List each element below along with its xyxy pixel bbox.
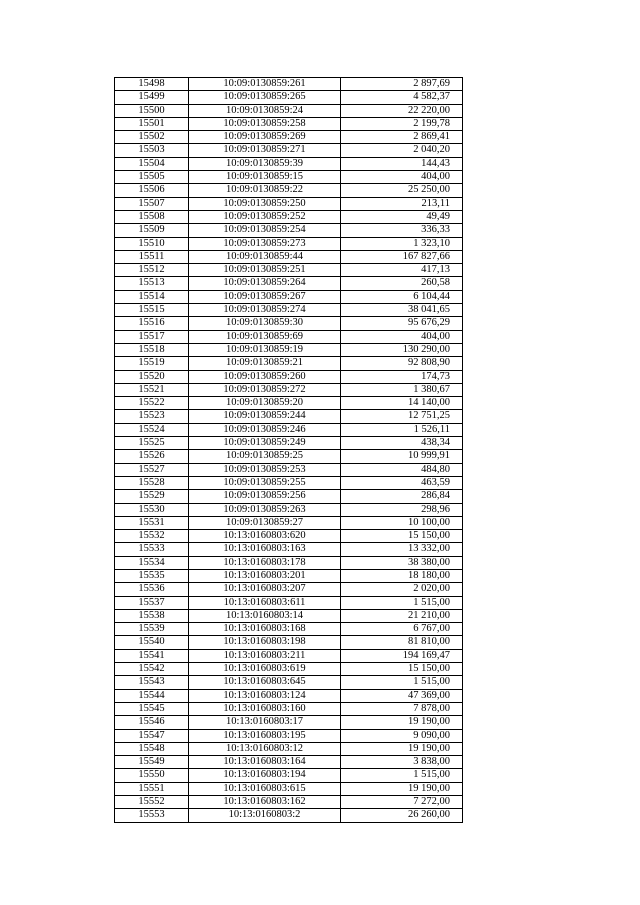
value-cell: 130 290,00 — [341, 343, 463, 356]
table-row — [115, 676, 463, 689]
table-row — [115, 383, 463, 396]
row-number-cell: 15508 — [115, 210, 189, 223]
row-number-cell: 15545 — [115, 702, 189, 715]
table-row — [115, 397, 463, 410]
cadastral-number-cell: 10:09:0130859:251 — [189, 264, 341, 277]
table-row — [115, 623, 463, 636]
cadastral-number-cell: 10:09:0130859:30 — [189, 317, 341, 330]
cadastral-number-cell: 10:09:0130859:261 — [189, 78, 341, 91]
value-cell: 484,80 — [341, 463, 463, 476]
cadastral-number-cell: 10:13:0160803:611 — [189, 596, 341, 609]
table-row — [115, 343, 463, 356]
value-cell: 2 020,00 — [341, 583, 463, 596]
value-cell: 14 140,00 — [341, 397, 463, 410]
value-cell: 12 751,25 — [341, 410, 463, 423]
cadastral-number-cell: 10:09:0130859:15 — [189, 171, 341, 184]
cadastral-number-cell: 10:13:0160803:14 — [189, 609, 341, 622]
value-cell: 2 869,41 — [341, 131, 463, 144]
cadastral-number-cell: 10:09:0130859:253 — [189, 463, 341, 476]
parcel-value-table — [114, 77, 463, 823]
cadastral-number-cell: 10:09:0130859:27 — [189, 516, 341, 529]
table-row — [115, 210, 463, 223]
table-row — [115, 569, 463, 582]
table-row — [115, 702, 463, 715]
value-cell: 144,43 — [341, 157, 463, 170]
cadastral-number-cell: 10:09:0130859:260 — [189, 370, 341, 383]
value-cell: 1 515,00 — [341, 676, 463, 689]
table-row — [115, 410, 463, 423]
row-number-cell: 15498 — [115, 78, 189, 91]
row-number-cell: 15548 — [115, 742, 189, 755]
cadastral-number-cell: 10:09:0130859:244 — [189, 410, 341, 423]
value-cell: 10 100,00 — [341, 516, 463, 529]
row-number-cell: 15505 — [115, 171, 189, 184]
table-row — [115, 609, 463, 622]
row-number-cell: 15515 — [115, 304, 189, 317]
table-row — [115, 264, 463, 277]
cadastral-number-cell: 10:09:0130859:25 — [189, 450, 341, 463]
value-cell: 404,00 — [341, 171, 463, 184]
cadastral-number-cell: 10:13:0160803:12 — [189, 742, 341, 755]
value-cell: 19 190,00 — [341, 782, 463, 795]
row-number-cell: 15536 — [115, 583, 189, 596]
row-number-cell: 15503 — [115, 144, 189, 157]
value-cell: 19 190,00 — [341, 742, 463, 755]
value-cell: 2 040,20 — [341, 144, 463, 157]
table-row — [115, 370, 463, 383]
table-row — [115, 91, 463, 104]
value-cell: 3 838,00 — [341, 756, 463, 769]
cadastral-number-cell: 10:13:0160803:160 — [189, 702, 341, 715]
cadastral-number-cell: 10:13:0160803:2 — [189, 809, 341, 822]
cadastral-number-cell: 10:09:0130859:269 — [189, 131, 341, 144]
row-number-cell: 15533 — [115, 543, 189, 556]
table-row — [115, 556, 463, 569]
value-cell: 95 676,29 — [341, 317, 463, 330]
row-number-cell: 15514 — [115, 290, 189, 303]
cadastral-number-cell: 10:09:0130859:263 — [189, 503, 341, 516]
row-number-cell: 15550 — [115, 769, 189, 782]
value-cell: 25 250,00 — [341, 184, 463, 197]
cadastral-number-cell: 10:13:0160803:211 — [189, 649, 341, 662]
row-number-cell: 15541 — [115, 649, 189, 662]
table-row — [115, 543, 463, 556]
value-cell: 298,96 — [341, 503, 463, 516]
cadastral-number-cell: 10:09:0130859:272 — [189, 383, 341, 396]
value-cell: 6 104,44 — [341, 290, 463, 303]
cadastral-number-cell: 10:09:0130859:271 — [189, 144, 341, 157]
row-number-cell: 15527 — [115, 463, 189, 476]
row-number-cell: 15553 — [115, 809, 189, 822]
value-cell: 4 582,37 — [341, 91, 463, 104]
row-number-cell: 15530 — [115, 503, 189, 516]
cadastral-number-cell: 10:13:0160803:195 — [189, 729, 341, 742]
value-cell: 167 827,66 — [341, 250, 463, 263]
table-row — [115, 237, 463, 250]
value-cell: 463,59 — [341, 476, 463, 489]
cadastral-number-cell: 10:09:0130859:246 — [189, 423, 341, 436]
table-row — [115, 330, 463, 343]
table-row — [115, 809, 463, 822]
cadastral-number-cell: 10:09:0130859:39 — [189, 157, 341, 170]
cadastral-number-cell: 10:09:0130859:258 — [189, 117, 341, 130]
value-cell: 1 526,11 — [341, 423, 463, 436]
cadastral-number-cell: 10:13:0160803:162 — [189, 796, 341, 809]
value-cell: 38 380,00 — [341, 556, 463, 569]
table-row — [115, 78, 463, 91]
value-cell: 26 260,00 — [341, 809, 463, 822]
value-cell: 13 332,00 — [341, 543, 463, 556]
row-number-cell: 15538 — [115, 609, 189, 622]
table-row — [115, 224, 463, 237]
value-cell: 19 190,00 — [341, 716, 463, 729]
row-number-cell: 15518 — [115, 343, 189, 356]
row-number-cell: 15506 — [115, 184, 189, 197]
cadastral-number-cell: 10:09:0130859:24 — [189, 104, 341, 117]
value-cell: 1 380,67 — [341, 383, 463, 396]
row-number-cell: 15513 — [115, 277, 189, 290]
value-cell: 47 369,00 — [341, 689, 463, 702]
value-cell: 10 999,91 — [341, 450, 463, 463]
cadastral-number-cell: 10:09:0130859:20 — [189, 397, 341, 410]
cadastral-number-cell: 10:09:0130859:249 — [189, 437, 341, 450]
row-number-cell: 15516 — [115, 317, 189, 330]
cadastral-number-cell: 10:13:0160803:17 — [189, 716, 341, 729]
value-cell: 81 810,00 — [341, 636, 463, 649]
row-number-cell: 15519 — [115, 357, 189, 370]
row-number-cell: 15532 — [115, 530, 189, 543]
value-cell: 286,84 — [341, 490, 463, 503]
row-number-cell: 15520 — [115, 370, 189, 383]
row-number-cell: 15525 — [115, 437, 189, 450]
cadastral-number-cell: 10:13:0160803:615 — [189, 782, 341, 795]
table-row — [115, 716, 463, 729]
table-row — [115, 689, 463, 702]
table-row — [115, 516, 463, 529]
table-row — [115, 197, 463, 210]
cadastral-number-cell: 10:09:0130859:256 — [189, 490, 341, 503]
cadastral-number-cell: 10:13:0160803:163 — [189, 543, 341, 556]
cadastral-number-cell: 10:09:0130859:69 — [189, 330, 341, 343]
value-cell: 15 150,00 — [341, 663, 463, 676]
row-number-cell: 15537 — [115, 596, 189, 609]
row-number-cell: 15546 — [115, 716, 189, 729]
row-number-cell: 15501 — [115, 117, 189, 130]
value-cell: 49,49 — [341, 210, 463, 223]
table-row — [115, 796, 463, 809]
value-cell: 22 220,00 — [341, 104, 463, 117]
table-body — [115, 78, 463, 823]
cadastral-number-cell: 10:13:0160803:619 — [189, 663, 341, 676]
row-number-cell: 15522 — [115, 397, 189, 410]
table-row — [115, 144, 463, 157]
cadastral-number-cell: 10:09:0130859:44 — [189, 250, 341, 263]
cadastral-number-cell: 10:13:0160803:645 — [189, 676, 341, 689]
row-number-cell: 15507 — [115, 197, 189, 210]
row-number-cell: 15502 — [115, 131, 189, 144]
row-number-cell: 15552 — [115, 796, 189, 809]
value-cell: 174,73 — [341, 370, 463, 383]
table-row — [115, 117, 463, 130]
value-cell: 18 180,00 — [341, 569, 463, 582]
cadastral-number-cell: 10:09:0130859:255 — [189, 476, 341, 489]
table-row — [115, 756, 463, 769]
cadastral-number-cell: 10:09:0130859:254 — [189, 224, 341, 237]
row-number-cell: 15544 — [115, 689, 189, 702]
row-number-cell: 15523 — [115, 410, 189, 423]
value-cell: 336,33 — [341, 224, 463, 237]
cadastral-number-cell: 10:13:0160803:620 — [189, 530, 341, 543]
table-row — [115, 157, 463, 170]
value-cell: 194 169,47 — [341, 649, 463, 662]
table-row — [115, 184, 463, 197]
table-row — [115, 530, 463, 543]
value-cell: 21 210,00 — [341, 609, 463, 622]
row-number-cell: 15510 — [115, 237, 189, 250]
table-row — [115, 769, 463, 782]
row-number-cell: 15542 — [115, 663, 189, 676]
table-row — [115, 423, 463, 436]
value-cell: 213,11 — [341, 197, 463, 210]
row-number-cell: 15512 — [115, 264, 189, 277]
row-number-cell: 15551 — [115, 782, 189, 795]
row-number-cell: 15540 — [115, 636, 189, 649]
cadastral-number-cell: 10:09:0130859:267 — [189, 290, 341, 303]
row-number-cell: 15534 — [115, 556, 189, 569]
row-number-cell: 15517 — [115, 330, 189, 343]
value-cell: 2 199,78 — [341, 117, 463, 130]
value-cell: 260,58 — [341, 277, 463, 290]
cadastral-number-cell: 10:13:0160803:178 — [189, 556, 341, 569]
value-cell: 7 878,00 — [341, 702, 463, 715]
cadastral-number-cell: 10:09:0130859:264 — [189, 277, 341, 290]
cadastral-number-cell: 10:13:0160803:194 — [189, 769, 341, 782]
table-row — [115, 437, 463, 450]
row-number-cell: 15547 — [115, 729, 189, 742]
table-row — [115, 503, 463, 516]
row-number-cell: 15539 — [115, 623, 189, 636]
value-cell: 92 808,90 — [341, 357, 463, 370]
row-number-cell: 15531 — [115, 516, 189, 529]
cadastral-number-cell: 10:13:0160803:201 — [189, 569, 341, 582]
row-number-cell: 15499 — [115, 91, 189, 104]
table-row — [115, 476, 463, 489]
table-row — [115, 357, 463, 370]
value-cell: 7 272,00 — [341, 796, 463, 809]
table-row — [115, 304, 463, 317]
row-number-cell: 15521 — [115, 383, 189, 396]
table-row — [115, 663, 463, 676]
value-cell: 2 897,69 — [341, 78, 463, 91]
table-row — [115, 490, 463, 503]
cadastral-number-cell: 10:13:0160803:124 — [189, 689, 341, 702]
row-number-cell: 15511 — [115, 250, 189, 263]
table-row — [115, 649, 463, 662]
table-row — [115, 317, 463, 330]
table-row — [115, 131, 463, 144]
table-row — [115, 290, 463, 303]
value-cell: 15 150,00 — [341, 530, 463, 543]
value-cell: 417,13 — [341, 264, 463, 277]
value-cell: 438,34 — [341, 437, 463, 450]
row-number-cell: 15535 — [115, 569, 189, 582]
cadastral-number-cell: 10:13:0160803:207 — [189, 583, 341, 596]
table-row — [115, 450, 463, 463]
cadastral-number-cell: 10:09:0130859:21 — [189, 357, 341, 370]
table-row — [115, 596, 463, 609]
cadastral-number-cell: 10:09:0130859:250 — [189, 197, 341, 210]
row-number-cell: 15509 — [115, 224, 189, 237]
cadastral-number-cell: 10:09:0130859:22 — [189, 184, 341, 197]
row-number-cell: 15524 — [115, 423, 189, 436]
value-cell: 38 041,65 — [341, 304, 463, 317]
row-number-cell: 15543 — [115, 676, 189, 689]
value-cell: 404,00 — [341, 330, 463, 343]
value-cell: 1 323,10 — [341, 237, 463, 250]
row-number-cell: 15529 — [115, 490, 189, 503]
value-cell: 1 515,00 — [341, 596, 463, 609]
value-cell: 6 767,00 — [341, 623, 463, 636]
table-row — [115, 104, 463, 117]
row-number-cell: 15526 — [115, 450, 189, 463]
row-number-cell: 15528 — [115, 476, 189, 489]
cadastral-number-cell: 10:09:0130859:273 — [189, 237, 341, 250]
cadastral-number-cell: 10:09:0130859:19 — [189, 343, 341, 356]
row-number-cell: 15504 — [115, 157, 189, 170]
row-number-cell: 15500 — [115, 104, 189, 117]
cadastral-number-cell: 10:09:0130859:274 — [189, 304, 341, 317]
cadastral-number-cell: 10:09:0130859:265 — [189, 91, 341, 104]
table-row — [115, 463, 463, 476]
cadastral-number-cell: 10:13:0160803:164 — [189, 756, 341, 769]
row-number-cell: 15549 — [115, 756, 189, 769]
table-row — [115, 171, 463, 184]
cadastral-number-cell: 10:13:0160803:198 — [189, 636, 341, 649]
value-cell: 1 515,00 — [341, 769, 463, 782]
value-cell: 9 090,00 — [341, 729, 463, 742]
table-row — [115, 250, 463, 263]
cadastral-number-cell: 10:13:0160803:168 — [189, 623, 341, 636]
table-row — [115, 742, 463, 755]
table-row — [115, 636, 463, 649]
table-row — [115, 583, 463, 596]
table-row — [115, 277, 463, 290]
cadastral-number-cell: 10:09:0130859:252 — [189, 210, 341, 223]
table-row — [115, 729, 463, 742]
table-row — [115, 782, 463, 795]
